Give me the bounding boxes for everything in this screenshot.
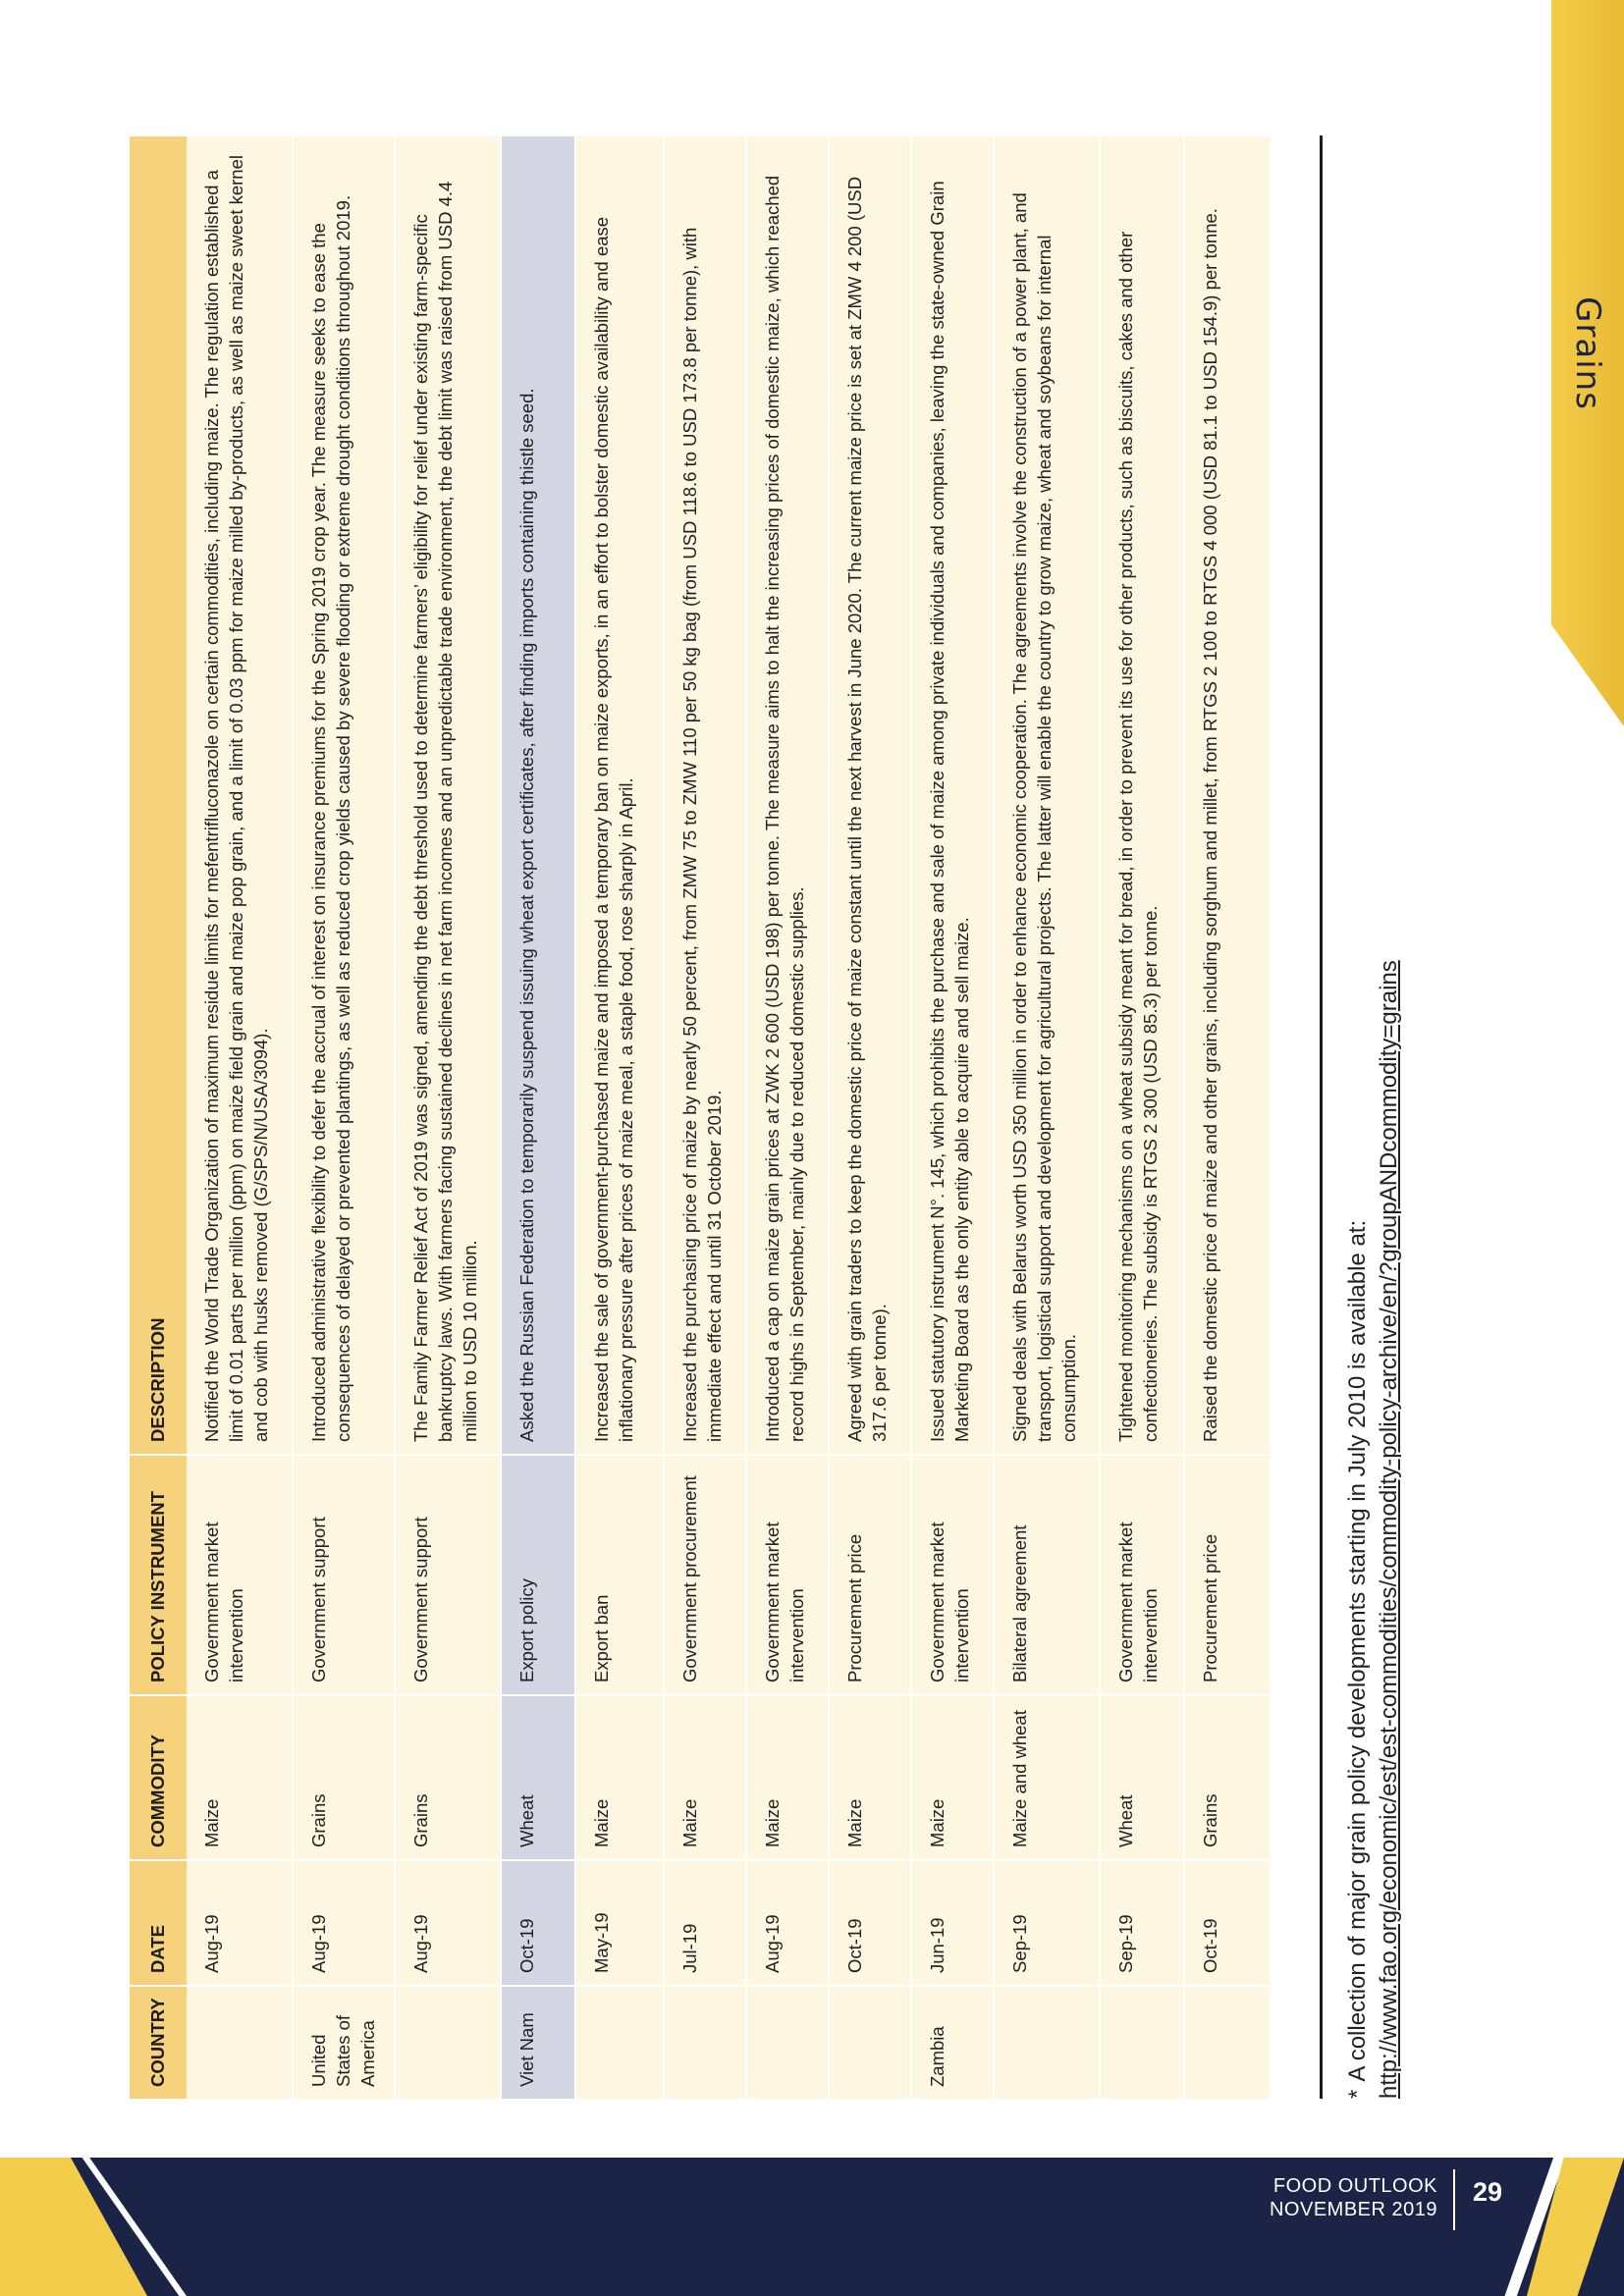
cell-description: Signed deals with Belarus worth USD 350 million in order to enhance economic cooperation. The agreements involve the construction of a power plant, and transport, logistical support and development for agricultural projects. The latter will enable the country to grow maize, wheat and soybeans for internal consumption. — [994, 135, 1100, 1455]
header-date: DATE — [130, 1860, 187, 1986]
header-description: DESCRIPTION — [130, 135, 187, 1455]
cell-date: Jun-19 — [911, 1860, 994, 1986]
cell-instrument: Procurement price — [829, 1455, 911, 1695]
cell-country — [829, 1986, 911, 2099]
table-row — [501, 135, 575, 2099]
cell-date: Aug-19 — [293, 1860, 395, 1986]
policy-table — [130, 134, 1272, 2099]
table-row — [664, 135, 746, 2099]
cell-date: Oct-19 — [829, 1860, 911, 1986]
footnote-link[interactable]: http://www.fao.org/economic/est/est-commodities/commodity-policy-archive/en/?groupANDcommodity=grains — [1376, 960, 1403, 2099]
cell-country — [664, 1986, 746, 2099]
cell-description: Agreed with grain traders to keep the domestic price of maize constant until the next harvest in June 2020. The current maize price is set at ZMW 4 200 (USD 317.6 per tonne). — [829, 135, 911, 1455]
cell-instrument: Government market intervention — [1100, 1455, 1184, 1695]
header-country: COUNTRY — [130, 1986, 187, 2099]
footnote-marker: * — [1344, 2089, 1371, 2099]
cell-instrument: Procurement price — [1184, 1455, 1271, 1695]
journal-name: FOOD OUTLOOK — [1272, 2175, 1437, 2197]
cell-instrument: Government procurement — [664, 1455, 746, 1695]
cell-commodity: Maize — [746, 1695, 829, 1860]
table-row — [1184, 135, 1271, 2099]
cell-country — [1184, 1986, 1271, 2099]
cell-commodity: Maize — [664, 1695, 746, 1860]
cell-country: Viet Nam — [501, 1986, 575, 2099]
cell-date: Aug-19 — [187, 1860, 293, 1986]
cell-date: Oct-19 — [501, 1860, 575, 1986]
cell-country — [746, 1986, 829, 2099]
header-commodity: COMMODITY — [130, 1695, 187, 1860]
cell-instrument: Government market intervention — [911, 1455, 994, 1695]
footnote — [1342, 135, 1406, 2099]
cell-country — [575, 1986, 664, 2099]
cell-date: Sep-19 — [994, 1860, 1100, 1986]
cell-description: Issued statutory instrument N°. 145, which prohibits the purchase and sale of maize among private individuals and companies, leaving the state-owned Grain Marketing Board as the only entity able to acquire and sell maize. — [911, 135, 994, 1455]
cell-instrument: Export policy — [501, 1455, 575, 1695]
cell-description: The Family Farmer Relief Act of 2019 was signed, amending the debt threshold used to determine farmers’ eligibility for relief under existing farm-specific bankruptcy laws. With farmers facing sustained declines in net farm incomes and an unpredictable trade environment, the debt limit was raised from USD 4.4 million to USD 10 million. — [395, 135, 501, 1455]
cell-date: Sep-19 — [1100, 1860, 1184, 1986]
cell-description: Tightened monitoring mechanisms on a wheat subsidy meant for bread, in order to prevent its use for other products, such as biscuits, cakes and other confectioneries. The subsidy is RTGS 2 300 (USD 85.3) per tonne. — [1100, 135, 1184, 1455]
cell-commodity: Maize — [829, 1695, 911, 1860]
cell-description: Increased the sale of government-purchased maize and imposed a temporary ban on maize exports, in an effort to bolster domestic availability and ease inflationary pressure after prices of maize meal, a staple food, rose sharply in April. — [575, 135, 664, 1455]
page-number: 29 — [1473, 2177, 1503, 2207]
table-row — [187, 135, 293, 2099]
cell-instrument: Export ban — [575, 1455, 664, 1695]
cell-instrument: Bilateral agreement — [994, 1455, 1100, 1695]
table-row — [1100, 135, 1184, 2099]
journal-issue: NOVEMBER 2019 — [1269, 2199, 1437, 2220]
cell-date: May-19 — [575, 1860, 664, 1986]
header-instrument: POLICY INSTRUMENT — [130, 1455, 187, 1695]
cell-commodity: Grains — [293, 1695, 395, 1860]
table-header-row — [130, 135, 187, 2099]
table-row — [911, 135, 994, 2099]
table-row — [575, 135, 664, 2099]
cell-commodity: Grains — [395, 1695, 501, 1860]
cell-commodity: Grains — [1184, 1695, 1271, 1860]
cell-description: Notified the World Trade Organization of maximum residue limits for mefentrifluconazole on certain commodities, including maize. The regulation established a limit of 0.01 parts per million (ppm) on maize field grain and maize pop grain, and a limit of 0.03 ppm for maize milled by-products, as well as maize sweet kernel and cob with husks removed (G/SPS/N/USA/3094). — [187, 135, 293, 1455]
table-row — [293, 135, 395, 2099]
cell-commodity: Maize — [575, 1695, 664, 1860]
table-row — [994, 135, 1100, 2099]
cell-instrument: Government market intervention — [187, 1455, 293, 1695]
cell-instrument: Government support — [293, 1455, 395, 1695]
footnote-text: A collection of major grain policy developments starting in July 2010 is available at: — [1344, 1219, 1371, 2082]
cell-commodity: Maize and wheat — [994, 1695, 1100, 1860]
cell-country: Zambia — [911, 1986, 994, 2099]
cell-country — [395, 1986, 501, 2099]
table-row — [829, 135, 911, 2099]
cell-instrument: Government market intervention — [746, 1455, 829, 1695]
footer-divider — [1453, 2169, 1455, 2230]
cell-country — [994, 1986, 1100, 2099]
cell-country — [1100, 1986, 1184, 2099]
cell-date: Oct-19 — [1184, 1860, 1271, 1986]
table-row — [395, 135, 501, 2099]
table-bottom-rule — [1320, 135, 1323, 2099]
cell-country — [187, 1986, 293, 2099]
cell-description: Asked the Russian Federation to temporarily suspend issuing wheat export certificates, after finding imports containing thistle seed. — [501, 135, 575, 1455]
section-tab-label: Grains — [1568, 296, 1607, 410]
cell-date: Jul-19 — [664, 1860, 746, 1986]
rotated-content — [130, 69, 1602, 2110]
cell-description: Increased the purchasing price of maize by nearly 50 percent, from ZMW 75 to ZMW 110 per 50 kg bag (from USD 118.6 to USD 173.8 per tonne), with immediate effect and until 31 October 2019. — [664, 135, 746, 1455]
journal-title — [1270, 2174, 1437, 2221]
cell-description: Introduced a cap on maize grain prices at ZWK 2 600 (USD 198) per tonne. The measure aims to halt the increasing prices of domestic maize, which reached record highs in September, mainly due to reduced domestic supplies. — [746, 135, 829, 1455]
cell-commodity: Wheat — [1100, 1695, 1184, 1860]
cell-commodity: Maize — [911, 1695, 994, 1860]
cell-instrument: Government support — [395, 1455, 501, 1695]
cell-description: Introduced administrative flexibility to defer the accrual of interest on insurance premiums for the Spring 2019 crop year. The measure seeks to ease the consequences of delayed or prevented plantings, as well as reduced crop yields caused by severe flooding or extreme drought conditions throughout 2019. — [293, 135, 395, 1455]
cell-commodity: Wheat — [501, 1695, 575, 1860]
cell-commodity: Maize — [187, 1695, 293, 1860]
cell-country: United States of America — [293, 1986, 395, 2099]
cell-description: Raised the domestic price of maize and other grains, including sorghum and millet, from RTGS 2 100 to RTGS 4 000 (USD 81.1 to USD 154.9) per tonne. — [1184, 135, 1271, 1455]
cell-date: Aug-19 — [746, 1860, 829, 1986]
table-row — [746, 135, 829, 2099]
cell-date: Aug-19 — [395, 1860, 501, 1986]
